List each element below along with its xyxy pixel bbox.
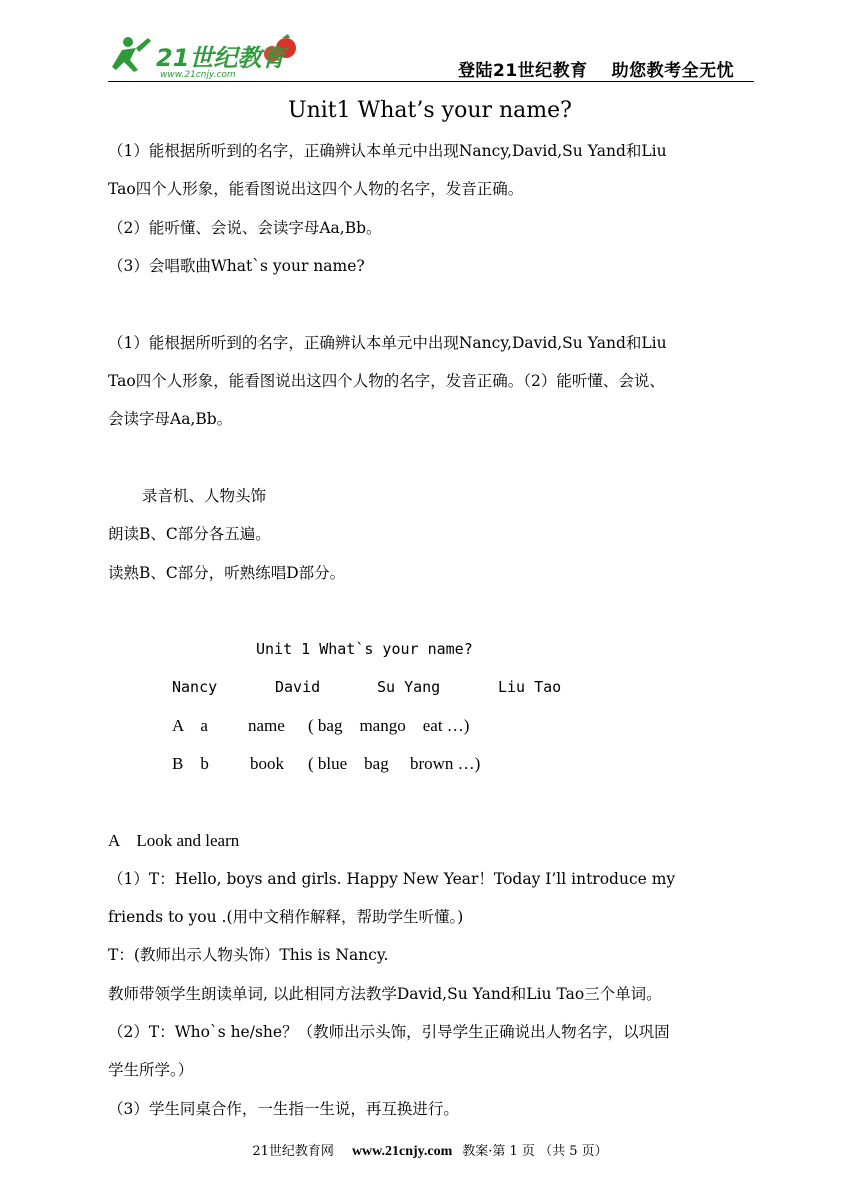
homework-line-2: 读熟B、C部分，听熟练唱D部分。 [108, 564, 346, 582]
procedure-line-4: 教师带领学生朗读单词, 以此相同方法教学David,Su Yand和Liu Tao三个单词。 [108, 985, 662, 1003]
keypoint-line-3: 会读字母Aa,Bb。 [108, 410, 233, 428]
board-examples-b: ( blue bag brown …) [308, 754, 481, 773]
keypoint-line-1: （1）能根据所听到的名字，正确辨认本单元中出现Nancy,David,Su Yand和Liu [108, 334, 667, 352]
objective-line-2: Tao四个人形象，能看图说出这四个人物的名字，发音正确。 [108, 180, 524, 198]
header-divider [108, 81, 754, 82]
footer-url: www.21cnjy.com [351, 1144, 453, 1159]
board-name-nancy: Nancy [172, 678, 218, 696]
board-word-name: name [248, 716, 285, 735]
header-slogan [458, 56, 734, 81]
objective-line-1: （1）能根据所听到的名字，正确辨认本单元中出现Nancy,David,Su Yand和Liu [108, 142, 667, 160]
board-letter-a: A a [172, 716, 208, 735]
board-examples-a: ( bag mango eat …) [308, 716, 470, 735]
logo-text: 21世纪教育 [156, 44, 286, 72]
objective-line-3: （2）能听懂、会说、会读字母Aa,Bb。 [108, 219, 382, 237]
board-title: Unit 1 What`s your name? [256, 640, 473, 658]
materials-text: 录音机、人物头饰 [142, 487, 267, 505]
logo-graphic [108, 32, 308, 80]
homework-line-1: 朗读B、C部分各五遍。 [108, 525, 271, 543]
procedure-line-3: T：(教师出示人物头饰）This is Nancy. [108, 946, 389, 964]
keypoint-line-2: Tao四个人形象，能看图说出这四个人物的名字，发音正确。（2）能听懂、会说、 [108, 372, 665, 390]
board-name-liutao: Liu Tao [498, 678, 562, 696]
procedure-line-6: 学生所学。） [108, 1061, 194, 1079]
header-slogan-left: 登陆21世纪教育 [458, 61, 588, 81]
procedure-line-7: （3）学生同桌合作，一生指一生说，再互换进行。 [108, 1100, 459, 1118]
board-word-book: book [250, 754, 284, 773]
footer-page-info: 教案·第 1 页 （共 5 页） [462, 1144, 608, 1159]
objective-line-4: （3）会唱歌曲What`s your name? [108, 257, 365, 275]
procedure-section-heading: A Look and learn [108, 831, 240, 850]
header-slogan-right: 助您教考全无忧 [611, 61, 735, 81]
site-logo [108, 32, 308, 80]
page-footer [0, 1140, 860, 1160]
procedure-line-2: friends to you .(用中文稍作解释，帮助学生听懂。) [108, 908, 464, 926]
board-name-david: David [275, 678, 321, 696]
procedure-line-1: （1）T：Hello, boys and girls. Happy New Year！Today I’ll introduce my [108, 870, 676, 888]
board-letter-b: B b [172, 754, 209, 773]
footer-site: 21世纪教育网 [252, 1144, 334, 1159]
procedure-line-5: （2）T：Who`s he/she？（教师出示头饰，引导学生正确说出人物名字，以巩固 [108, 1023, 670, 1041]
board-name-suyang: Su Yang [377, 678, 441, 696]
page-title: Unit1 What’s your name? [288, 98, 572, 123]
logo-url: www.21cnjy.com [160, 70, 236, 80]
